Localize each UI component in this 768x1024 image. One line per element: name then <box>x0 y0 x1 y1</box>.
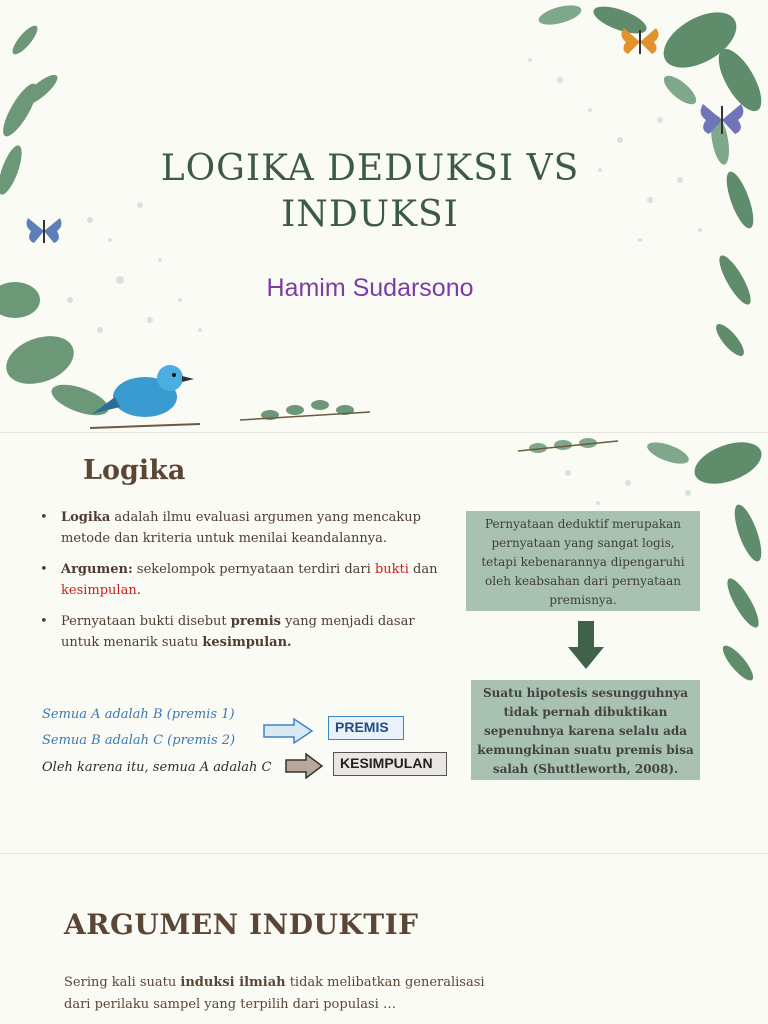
section-heading: Logika <box>83 455 186 486</box>
slide-argumen-induktif <box>0 854 768 1024</box>
connector-text: dan <box>408 562 438 577</box>
highlight-bukti: bukti <box>374 562 409 577</box>
list-item <box>40 507 440 549</box>
definition-text: adalah ilmu evaluasi argumen yang mencakup metode dan kriteria untuk menilai keandalannya. <box>61 510 421 546</box>
term-premis: premis <box>230 614 281 629</box>
definition-text: yang menjadi dasar untuk menarik suatu <box>61 614 415 650</box>
author-name: Hamim Sudarsono <box>266 274 474 302</box>
slide-logika <box>0 433 768 853</box>
period-text: . <box>136 583 141 598</box>
section-heading: ARGUMEN INDUKTIF <box>64 908 419 941</box>
example-premise-1: Semua A adalah B (premis 1) <box>42 707 235 722</box>
example-conclusion: Oleh karena itu, semua A adalah C <box>42 760 272 775</box>
body-paragraph <box>64 972 514 1016</box>
slide-title <box>0 0 768 432</box>
term-induksi-ilmiah: induksi ilmiah <box>180 975 286 990</box>
hypothesis-note-box: Suatu hipotesis sesungguhnya tidak pernah dibuktikan sepenuhnya karena selalu ada kemungkinan suatu premis bisa salah (Shuttleworth, 2008). <box>471 680 700 780</box>
term-logika: Logika <box>61 510 111 525</box>
paragraph-text: tidak melibatkan generalisasi dari perilaku sampel yang terpilih dari populasi … <box>64 975 485 1012</box>
slide-title-heading: LOGIKA DEDUKSI VS INDUKSI <box>160 148 580 235</box>
definition-text: Pernyataan bukti disebut <box>61 614 231 629</box>
bird-icon <box>90 352 200 432</box>
arrow-right-icon <box>284 753 324 779</box>
term-argumen: Argumen: <box>61 562 133 577</box>
arrow-down-icon <box>566 619 606 671</box>
list-item <box>40 611 440 653</box>
bullet-list <box>40 507 440 663</box>
term-kesimpulan: kesimpulan. <box>202 635 292 650</box>
premis-label: PREMIS <box>328 716 404 740</box>
highlight-kesimpulan: kesimpulan <box>61 583 137 598</box>
list-item <box>40 559 440 601</box>
butterfly-icon <box>24 214 64 248</box>
example-premise-2: Semua B adalah C (premis 2) <box>42 733 236 748</box>
paragraph-text: Sering kali suatu <box>64 975 181 990</box>
kesimpulan-label: KESIMPULAN <box>333 752 447 776</box>
arrow-right-icon <box>262 717 314 745</box>
butterfly-icon <box>618 24 662 60</box>
deductive-note-box: Pernyataan deduktif merupakan pernyataan yang sangat logis, tetapi kebenarannya dipengaruhi oleh keabsahan dari pernyataan premisnya. <box>466 511 700 611</box>
definition-text: sekelompok pernyataan terdiri dari <box>132 562 375 577</box>
butterfly-icon <box>697 100 747 140</box>
